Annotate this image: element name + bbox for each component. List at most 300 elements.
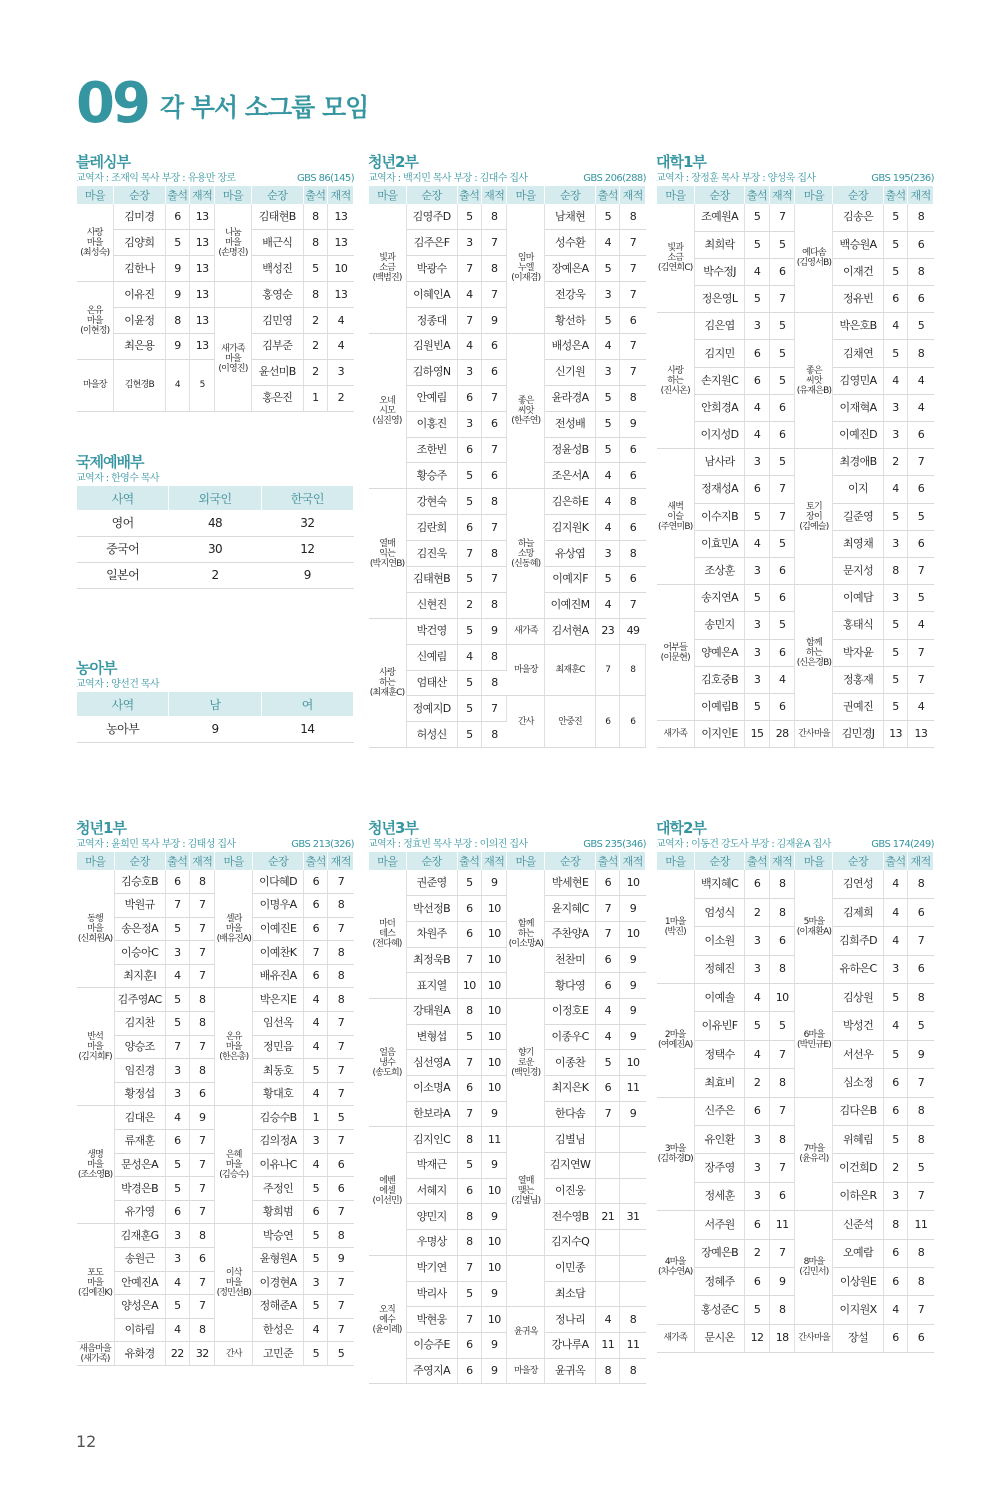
data-cell: 7 <box>769 286 795 313</box>
village-cell <box>657 1211 695 1325</box>
data-cell: 김진욱 <box>406 541 457 567</box>
cell-line: 최재훈C <box>555 665 585 676</box>
data-cell: 5 <box>457 489 481 515</box>
data-cell: 1 <box>303 385 328 411</box>
data-cell: 5 <box>883 1126 908 1154</box>
column-header: 순장 <box>406 852 457 870</box>
data-cell: 7 <box>328 1082 354 1106</box>
data-cell: 박현웅 <box>406 1307 457 1333</box>
data-cell: 김지민 <box>694 340 744 367</box>
gbs-count: GBS 213(326) <box>291 839 354 850</box>
column-header: 외국인 <box>169 486 261 510</box>
data-cell: 최동호 <box>253 1059 304 1083</box>
section-title: 청년3부 <box>368 819 418 837</box>
data-cell: 최은용 <box>114 333 165 359</box>
data-cell: 박선정B <box>406 896 457 922</box>
cell-line: 온유 <box>86 305 103 316</box>
data-cell: 5 <box>908 585 934 612</box>
data-cell: 8 <box>908 1239 934 1267</box>
data-cell: 이재건 <box>833 258 883 285</box>
data-cell: 6 <box>745 1211 770 1239</box>
data-cell: 8 <box>457 1204 481 1230</box>
data-cell: 8 <box>482 489 507 515</box>
data-cell: 6 <box>596 947 620 973</box>
data-cell: 5 <box>745 1012 770 1040</box>
data-cell: 3 <box>745 449 770 476</box>
data-cell: 이종우C <box>545 1024 596 1050</box>
table-row <box>657 1211 934 1239</box>
village-cell <box>507 1307 545 1358</box>
table-row <box>77 308 354 334</box>
table-row <box>77 510 354 536</box>
data-cell: 5 <box>304 1059 328 1083</box>
village-cell <box>657 1324 695 1352</box>
data-cell: 6 <box>745 870 770 898</box>
data-cell: 정나리 <box>545 1307 596 1333</box>
data-cell: 3 <box>883 955 908 983</box>
data-cell: 10 <box>482 947 507 973</box>
data-cell: 8 <box>328 988 354 1012</box>
data-cell: 7 <box>328 1130 354 1154</box>
data-cell: 8 <box>620 541 646 567</box>
data-cell: 7 <box>190 1177 215 1201</box>
village-cell <box>369 1127 407 1255</box>
data-cell: 박원규 <box>114 894 165 918</box>
data-cell: 3 <box>328 359 354 385</box>
data-cell: 7 <box>457 1255 481 1281</box>
data-cell: 김원빈A <box>406 333 457 359</box>
data-cell: 전강욱 <box>545 282 596 308</box>
data-cell: 4 <box>165 1318 189 1342</box>
cell-line: 좋은 <box>806 365 822 376</box>
data-cell: 5 <box>303 256 328 282</box>
data-cell: 9 <box>620 947 646 973</box>
data-cell: 4 <box>304 1318 328 1342</box>
section-title: 농아부 <box>76 659 117 677</box>
data-cell: 이지인E <box>694 721 744 748</box>
data-cell: 정유빈 <box>833 286 883 313</box>
data-cell: 4 <box>328 333 354 359</box>
data-cell: 4 <box>883 313 908 340</box>
data-cell: 3 <box>457 411 481 437</box>
data-cell: 5 <box>457 670 481 696</box>
data-cell: 8 <box>190 1059 215 1083</box>
data-cell: 4 <box>745 984 770 1012</box>
data-cell: 7 <box>328 1295 354 1319</box>
cell-line: (김지희F) <box>78 1051 112 1062</box>
data-cell: 남채현 <box>545 204 596 230</box>
cell-line: (이소망A) <box>508 938 544 949</box>
data-cell: 8 <box>769 870 795 898</box>
gbs-count: GBS 86(145) <box>297 173 354 184</box>
data-cell: 일본어 <box>77 562 169 588</box>
data-cell: 조한빈 <box>406 437 457 463</box>
cell-line: (백인경) <box>511 1067 541 1078</box>
data-cell: 7 <box>908 927 934 955</box>
data-cell: 6 <box>745 476 770 503</box>
data-cell: 김지연W <box>545 1153 596 1179</box>
data-cell: 4 <box>596 489 620 515</box>
data-cell: 이홍진 <box>406 411 457 437</box>
data-cell: 임진경 <box>114 1059 165 1083</box>
gbs-count: GBS 235(346) <box>583 839 646 850</box>
data-cell: 5 <box>908 313 934 340</box>
cell-line: 마을 <box>87 923 103 934</box>
data-cell: 6 <box>328 1153 354 1177</box>
data-cell: 윤라경A <box>545 385 596 411</box>
data-cell: 7 <box>328 1200 354 1224</box>
data-cell: 3 <box>745 1126 770 1154</box>
cell-line: 새가족 <box>513 626 538 637</box>
column-header: 순장 <box>252 186 303 204</box>
table-row <box>657 585 934 612</box>
data-cell: 4 <box>304 1035 328 1059</box>
data-cell: 8 <box>769 1296 795 1324</box>
data-cell: 4 <box>745 394 770 421</box>
data-cell: 13 <box>908 721 934 748</box>
village-cell <box>507 998 545 1126</box>
data-cell: 윤형원A <box>253 1248 304 1272</box>
data-cell: 6 <box>883 1097 908 1125</box>
data-cell: 3 <box>457 359 481 385</box>
village-cell <box>190 359 215 411</box>
data-cell: 이유나C <box>253 1153 304 1177</box>
data-cell: 김대은 <box>114 1106 165 1130</box>
data-cell: 7 <box>190 1295 215 1319</box>
data-cell: 김하영N <box>406 359 457 385</box>
data-cell: 박재근 <box>406 1153 457 1179</box>
section-title: 대학1부 <box>656 153 706 171</box>
data-cell: 5 <box>745 693 770 720</box>
data-cell: 10 <box>482 896 507 922</box>
gbs-count: GBS 195(236) <box>871 173 934 184</box>
data-cell: 6 <box>457 1076 481 1102</box>
data-cell: 5 <box>457 618 481 644</box>
data-cell: 11 <box>620 1332 646 1358</box>
data-cell: 8 <box>190 988 215 1012</box>
data-cell: 2 <box>457 592 481 618</box>
data-cell: 7 <box>482 696 507 722</box>
data-cell: 5 <box>304 1177 328 1201</box>
data-cell: 박기연 <box>406 1255 457 1281</box>
cell-line: 6마을 <box>803 1030 825 1041</box>
data-cell <box>620 1230 646 1256</box>
data-cell: 2 <box>303 359 328 385</box>
column-header: 재적 <box>190 852 215 870</box>
data-cell: 조예원A <box>694 204 744 231</box>
data-cell: 김영민A <box>833 367 883 394</box>
village-cell <box>657 313 695 449</box>
deaf-table <box>76 692 354 743</box>
data-cell: 6 <box>165 204 190 230</box>
column-header: 재적 <box>769 852 795 870</box>
cell-line: 사랑 <box>667 365 684 376</box>
column-header: 출석 <box>303 186 328 204</box>
gbs-count: GBS 174(249) <box>871 839 934 850</box>
cell-line: 마을 <box>225 923 242 934</box>
data-cell: 7 <box>620 592 646 618</box>
data-cell: 3 <box>745 1182 770 1210</box>
data-cell: 문성은A <box>114 1153 165 1177</box>
data-cell: 4 <box>908 612 934 639</box>
data-cell: 정홍재 <box>833 666 883 693</box>
cell-line: 간사 <box>225 1348 242 1359</box>
data-cell: 5 <box>745 503 770 530</box>
cell-line: 마을장 <box>513 665 538 676</box>
data-cell: 7 <box>457 308 481 334</box>
data-cell: 6 <box>769 422 795 449</box>
data-cell: 5 <box>883 258 908 285</box>
village-cell <box>369 870 407 998</box>
data-cell: 김한나 <box>114 256 165 282</box>
column-header: 한국인 <box>261 486 353 510</box>
data-cell <box>620 1255 646 1281</box>
data-cell: 7 <box>328 1059 354 1083</box>
column-header: 마을 <box>77 852 115 870</box>
data-cell: 이하은R <box>833 1182 883 1210</box>
data-cell: 8 <box>883 1211 908 1239</box>
data-cell: 9 <box>482 1358 507 1384</box>
data-cell: 9 <box>620 973 646 999</box>
village-cell <box>369 204 407 333</box>
section-staff <box>656 172 934 186</box>
cell-line: 임마 <box>517 253 534 264</box>
data-cell: 6 <box>457 515 481 541</box>
table-row <box>657 449 934 476</box>
data-cell: 이다혜D <box>253 870 304 894</box>
table-header <box>77 486 354 510</box>
data-cell: 11 <box>596 1332 620 1358</box>
data-cell: 22 <box>165 1342 189 1366</box>
data-cell: 4 <box>165 1271 189 1295</box>
village-cell <box>795 204 833 313</box>
data-cell: 7 <box>620 359 646 385</box>
data-cell: 황선하 <box>545 308 596 334</box>
data-cell: 10 <box>482 1178 507 1204</box>
data-cell: 6 <box>620 463 646 489</box>
data-cell <box>596 1230 620 1256</box>
data-cell: 6 <box>328 1177 354 1201</box>
section-deaf <box>76 658 354 743</box>
staff-info: 교역자 : 장정훈 목사 부장 : 양성욱 집사 <box>656 173 816 184</box>
data-cell: 10 <box>482 998 507 1024</box>
data-cell: 21 <box>596 1204 620 1230</box>
village-cell <box>77 1342 115 1366</box>
cell-line: 6 <box>605 716 611 727</box>
data-cell: 7 <box>908 666 934 693</box>
village-cell <box>596 696 620 748</box>
data-cell: 7 <box>190 1130 215 1154</box>
data-cell: 6 <box>596 973 620 999</box>
data-cell: 5 <box>769 340 795 367</box>
cell-line: 5 <box>199 380 205 391</box>
data-cell: 6 <box>596 870 620 896</box>
data-cell: 8 <box>190 1318 215 1342</box>
data-cell: 장설 <box>833 1324 883 1352</box>
village-cell <box>795 313 833 449</box>
data-cell: 우명상 <box>406 1230 457 1256</box>
data-cell: 김양희 <box>114 230 165 256</box>
cell-line: 동행 <box>87 913 103 924</box>
cell-line: (신은경B) <box>796 657 832 668</box>
data-cell: 이정호E <box>545 998 596 1024</box>
data-cell: 8 <box>303 230 328 256</box>
data-cell: 이예담 <box>833 585 883 612</box>
cell-line: (이재겸) <box>511 273 541 284</box>
data-cell: 9 <box>620 998 646 1024</box>
data-cell: 권예진 <box>833 693 883 720</box>
village-cell <box>215 1224 253 1342</box>
data-cell: 48 <box>169 510 261 536</box>
data-cell: 10 <box>482 1076 507 1102</box>
data-cell: 황다영 <box>545 973 596 999</box>
village-cell <box>795 1211 833 1325</box>
cell-line: (배유진A) <box>216 933 252 944</box>
data-cell: 6 <box>908 231 934 258</box>
data-cell: 6 <box>165 1200 189 1224</box>
data-cell: 9 <box>769 1267 795 1295</box>
table-row <box>369 1127 646 1153</box>
data-cell: 신기원 <box>545 359 596 385</box>
cell-line: 생명 <box>87 1149 103 1160</box>
data-cell: 주영지A <box>406 1358 457 1384</box>
cell-line: 예다솜 <box>802 248 826 259</box>
data-cell: 12 <box>745 1324 770 1352</box>
cell-line: 소금 <box>667 253 684 264</box>
data-cell: 5 <box>304 1295 328 1319</box>
data-cell: 8 <box>908 1126 934 1154</box>
data-cell: 10 <box>620 921 646 947</box>
data-cell: 6 <box>908 286 934 313</box>
cell-line: 빛과 <box>667 243 684 254</box>
data-cell: 8 <box>482 644 507 670</box>
data-cell: 9 <box>908 1040 934 1068</box>
data-cell: 서선우 <box>833 1040 883 1068</box>
data-cell: 6 <box>482 359 507 385</box>
data-cell: 주찬양A <box>545 921 596 947</box>
cell-line: 씨앗 <box>806 375 822 386</box>
cell-line: (이현정) <box>80 325 110 336</box>
table-row <box>657 1324 934 1352</box>
village-cell <box>507 204 545 333</box>
data-cell: 9 <box>482 1204 507 1230</box>
data-cell: 8 <box>482 722 507 748</box>
table-row <box>77 870 354 894</box>
data-cell: 박은지E <box>253 988 304 1012</box>
data-cell: 7 <box>620 230 646 256</box>
data-cell: 7 <box>620 282 646 308</box>
village-cell <box>795 870 833 984</box>
data-cell: 오예람 <box>833 1239 883 1267</box>
data-cell: 김의정A <box>253 1130 304 1154</box>
data-cell: 배근식 <box>252 230 303 256</box>
section-university-1 <box>656 152 934 748</box>
data-cell: 6 <box>745 367 770 394</box>
data-cell: 6 <box>745 1267 770 1295</box>
data-cell: 2 <box>328 385 354 411</box>
data-cell: 4 <box>304 988 328 1012</box>
data-cell: 8 <box>482 592 507 618</box>
village-cell <box>77 359 114 411</box>
cell-line: (김예슬) <box>799 521 829 532</box>
data-cell: 양성은A <box>114 1295 165 1319</box>
cell-line: 마더 <box>379 918 395 929</box>
data-cell: 7 <box>908 449 934 476</box>
data-cell: 23 <box>596 618 620 644</box>
column-header: 출석 <box>457 186 481 204</box>
data-cell: 7 <box>482 566 507 592</box>
data-cell: 5 <box>883 204 908 231</box>
data-cell: 이예진M <box>545 592 596 618</box>
data-cell <box>596 1281 620 1307</box>
data-cell: 7 <box>328 1271 354 1295</box>
cell-line: 간사마을 <box>798 1333 830 1344</box>
cell-line: 오직 <box>379 1304 395 1315</box>
data-cell: 김태현B <box>406 566 457 592</box>
cell-line: 씨앗 <box>517 406 534 417</box>
village-cell <box>77 1224 115 1342</box>
column-header: 마을 <box>215 852 253 870</box>
data-cell: 32 <box>190 1342 215 1366</box>
table-row <box>77 1106 354 1130</box>
data-cell: 8 <box>908 984 934 1012</box>
column-header: 마을 <box>657 852 695 870</box>
village-cell <box>214 204 251 282</box>
data-cell: 4 <box>883 870 908 898</box>
data-cell: 9 <box>482 870 507 896</box>
data-cell: 송원근 <box>114 1248 165 1272</box>
data-cell: 5 <box>165 1177 189 1201</box>
data-cell: 7 <box>769 1154 795 1182</box>
cell-line: 하늘 <box>517 538 534 549</box>
cell-line: (최재훈C) <box>369 687 405 698</box>
column-header: 마을 <box>369 186 407 204</box>
data-cell: 10 <box>620 870 646 896</box>
section-title: 블레싱부 <box>76 153 130 171</box>
data-cell: 신준석 <box>833 1211 883 1239</box>
cell-line: 간사마을 <box>798 729 830 740</box>
section-staff <box>368 838 646 852</box>
data-cell: 4 <box>745 258 770 285</box>
data-cell: 6 <box>883 286 908 313</box>
data-cell: 이예솔 <box>694 984 744 1012</box>
column-header: 마을 <box>657 186 695 204</box>
data-cell: 정은영L <box>694 286 744 313</box>
data-cell: 10 <box>482 973 507 999</box>
data-cell: 백지혜C <box>694 870 744 898</box>
village-cell <box>215 1342 253 1366</box>
cell-line: 시모 <box>379 406 395 417</box>
data-cell: 10 <box>482 1255 507 1281</box>
data-cell: 최소담 <box>545 1281 596 1307</box>
table-header <box>369 186 646 204</box>
cell-line: (박민규E) <box>796 1040 831 1051</box>
data-cell: 5 <box>596 256 620 282</box>
data-cell: 정윤성B <box>545 437 596 463</box>
data-cell: 15 <box>745 721 770 748</box>
data-cell: 강나루A <box>545 1332 596 1358</box>
column-header: 출석 <box>165 186 190 204</box>
data-cell: 7 <box>190 1200 215 1224</box>
data-cell: 18 <box>769 1324 795 1352</box>
data-cell: 최지은K <box>545 1076 596 1102</box>
data-cell: 4 <box>596 515 620 541</box>
data-cell: 8 <box>769 1069 795 1097</box>
data-cell: 유화경 <box>114 1342 165 1366</box>
data-cell: 7 <box>908 1182 934 1210</box>
international-table <box>76 486 354 589</box>
cell-line: 7마을 <box>803 1143 825 1154</box>
